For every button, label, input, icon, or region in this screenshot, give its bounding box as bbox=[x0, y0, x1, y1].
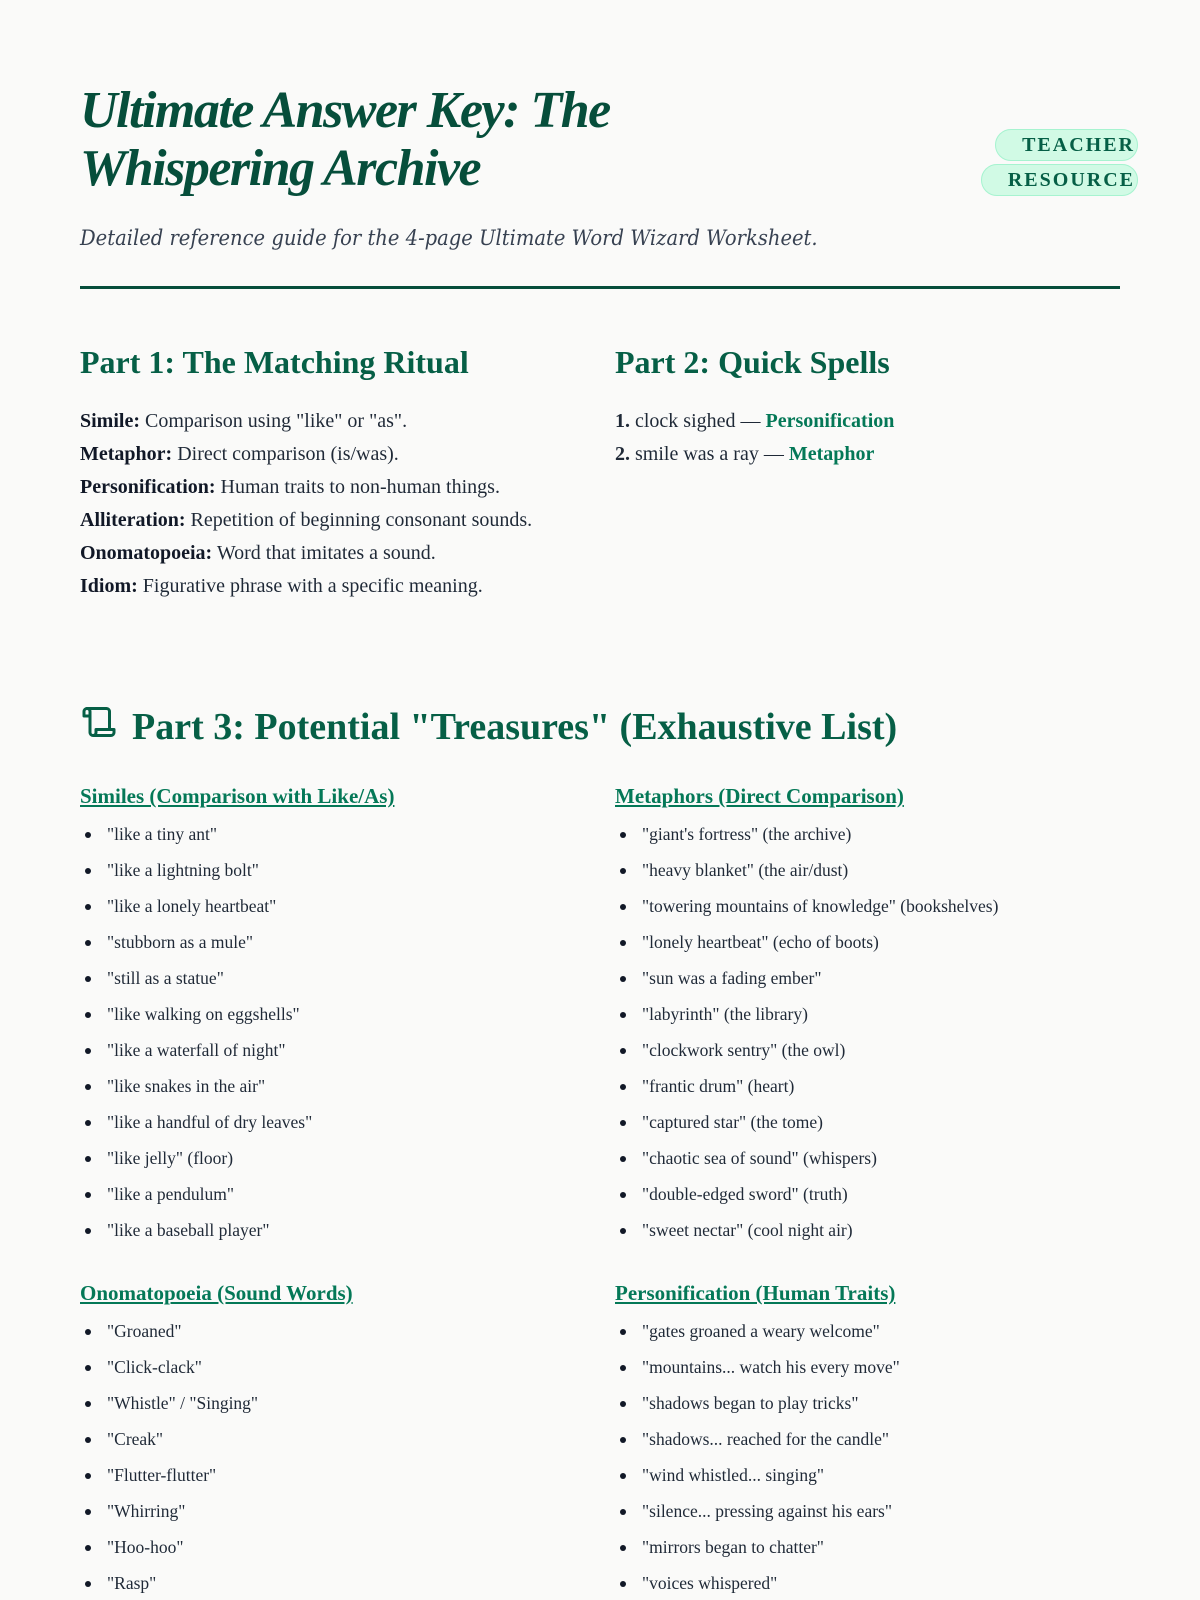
similes-heading: Similes (Comparison with Like/As) bbox=[80, 784, 395, 808]
definition-term: Personification: bbox=[80, 476, 216, 498]
badge-label: TEACHER RESOURCE bbox=[981, 129, 1138, 196]
definition-term: Onomatopoeia: bbox=[80, 542, 213, 564]
list-item: "like a waterfall of night" bbox=[80, 1040, 312, 1076]
onomatopoeia-heading: Onomatopoeia (Sound Words) bbox=[80, 1281, 353, 1305]
list-item: "Groaned" bbox=[80, 1321, 258, 1357]
definitions-list bbox=[80, 408, 560, 606]
definition-item bbox=[80, 573, 560, 599]
list-item: "like snakes in the air" bbox=[80, 1076, 312, 1112]
list-item: "giant's fortress" (the archive) bbox=[615, 824, 998, 860]
definition-item bbox=[80, 408, 560, 434]
list-item: "wind whistled... singing" bbox=[615, 1465, 900, 1501]
list-item: "Whistle" / "Singing" bbox=[80, 1393, 258, 1429]
list-item: "like a lonely heartbeat" bbox=[80, 896, 312, 932]
list-item: "lonely heartbeat" (echo of boots) bbox=[615, 932, 998, 968]
list-item: "chaotic sea of sound" (whispers) bbox=[615, 1148, 998, 1184]
spell-text: smile was a ray — bbox=[635, 443, 784, 465]
metaphors-heading: Metaphors (Direct Comparison) bbox=[615, 784, 904, 808]
definition-text: Comparison using "like" or "as". bbox=[145, 410, 408, 432]
list-item: "voices whispered" bbox=[615, 1573, 900, 1600]
definition-text: Direct comparison (is/was). bbox=[177, 443, 399, 465]
list-item: "frantic drum" (heart) bbox=[615, 1076, 998, 1112]
list-item: "like a lightning bolt" bbox=[80, 860, 312, 896]
personification-heading: Personification (Human Traits) bbox=[615, 1281, 896, 1305]
spell-item bbox=[615, 408, 894, 434]
list-item: "double-edged sword" (truth) bbox=[615, 1184, 998, 1220]
onomatopoeia-list bbox=[80, 1321, 258, 1600]
list-item: "silence... pressing against his ears" bbox=[615, 1501, 900, 1537]
list-item: "Rasp" bbox=[80, 1573, 258, 1600]
definition-text: Word that imitates a sound. bbox=[216, 542, 436, 564]
list-item: "like a pendulum" bbox=[80, 1184, 312, 1220]
page-title bbox=[80, 82, 780, 198]
definition-item bbox=[80, 540, 560, 566]
list-item: "labyrinth" (the library) bbox=[615, 1004, 998, 1040]
teacher-resource-badge bbox=[978, 128, 1138, 198]
spell-item bbox=[615, 441, 894, 467]
part1-heading: Part 1: The Matching Ritual bbox=[80, 344, 469, 380]
part3-heading bbox=[80, 704, 897, 750]
quick-spells-list bbox=[615, 408, 894, 474]
spell-number: 1. bbox=[615, 410, 630, 432]
part2-heading: Part 2: Quick Spells bbox=[615, 344, 890, 380]
definition-term: Simile: bbox=[80, 410, 140, 432]
title-line-2: Whispering Archive bbox=[80, 140, 481, 197]
definition-text: Figurative phrase with a specific meaning. bbox=[142, 575, 483, 597]
definition-text: Repetition of beginning consonant sounds. bbox=[190, 509, 533, 531]
definition-item bbox=[80, 474, 560, 500]
definition-item bbox=[80, 507, 560, 533]
subtitle: Detailed reference guide for the 4-page Ultimate Word Wizard Worksheet. bbox=[80, 226, 818, 250]
list-item: "like jelly" (floor) bbox=[80, 1148, 312, 1184]
list-item: "mountains... watch his every move" bbox=[615, 1357, 900, 1393]
personification-list bbox=[615, 1321, 900, 1600]
list-item: "sun was a fading ember" bbox=[615, 968, 998, 1004]
scroll-icon bbox=[80, 704, 118, 750]
similes-list bbox=[80, 824, 312, 1256]
definition-item bbox=[80, 441, 560, 467]
list-item: "Click-clack" bbox=[80, 1357, 258, 1393]
part3-heading-text: Part 3: Potential "Treasures" (Exhaustive List) bbox=[132, 706, 898, 748]
list-item: "clockwork sentry" (the owl) bbox=[615, 1040, 998, 1076]
definition-term: Idiom: bbox=[80, 575, 138, 597]
list-item: "stubborn as a mule" bbox=[80, 932, 312, 968]
definition-term: Alliteration: bbox=[80, 509, 186, 531]
list-item: "captured star" (the tome) bbox=[615, 1112, 998, 1148]
definition-text: Human traits to non-human things. bbox=[220, 476, 500, 498]
list-item: "shadows began to play tricks" bbox=[615, 1393, 900, 1429]
title-line-1: Ultimate Answer Key: The bbox=[80, 82, 610, 139]
list-item: "Hoo-hoo" bbox=[80, 1537, 258, 1573]
metaphors-list bbox=[615, 824, 998, 1256]
list-item: "still as a statue" bbox=[80, 968, 312, 1004]
list-item: "like a baseball player" bbox=[80, 1220, 312, 1256]
spell-number: 2. bbox=[615, 443, 630, 465]
header-divider bbox=[80, 286, 1120, 289]
list-item: "mirrors began to chatter" bbox=[615, 1537, 900, 1573]
list-item: "Whirring" bbox=[80, 1501, 258, 1537]
spell-text: clock sighed — bbox=[635, 410, 761, 432]
list-item: "sweet nectar" (cool night air) bbox=[615, 1220, 998, 1256]
spell-answer: Personification bbox=[765, 410, 895, 432]
definition-term: Metaphor: bbox=[80, 443, 173, 465]
list-item: "Creak" bbox=[80, 1429, 258, 1465]
list-item: "shadows... reached for the candle" bbox=[615, 1429, 900, 1465]
list-item: "like a handful of dry leaves" bbox=[80, 1112, 312, 1148]
list-item: "towering mountains of knowledge" (bookshelves) bbox=[615, 896, 998, 932]
list-item: "like a tiny ant" bbox=[80, 824, 312, 860]
list-item: "heavy blanket" (the air/dust) bbox=[615, 860, 998, 896]
list-item: "like walking on eggshells" bbox=[80, 1004, 312, 1040]
list-item: "gates groaned a weary welcome" bbox=[615, 1321, 900, 1357]
list-item: "Flutter-flutter" bbox=[80, 1465, 258, 1501]
spell-answer: Metaphor bbox=[788, 443, 875, 465]
